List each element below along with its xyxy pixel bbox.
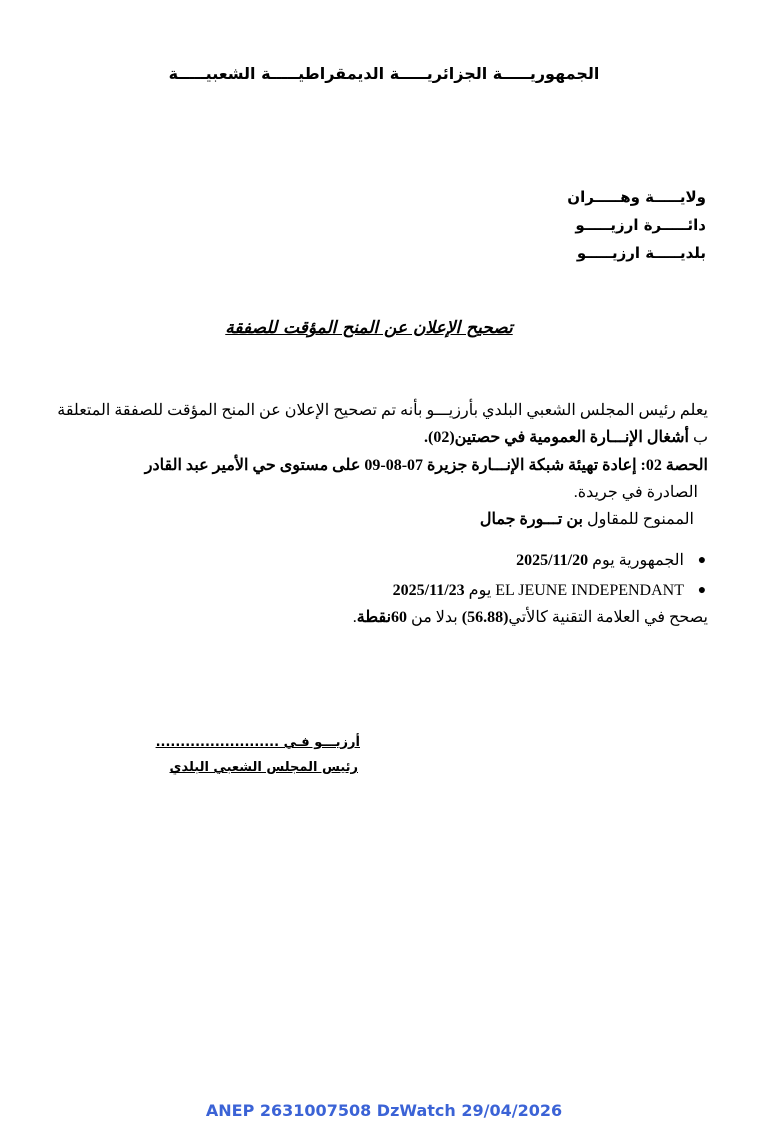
publication-item — [516, 550, 684, 570]
bullet-icon: ● — [697, 553, 707, 568]
commune-label: بلديـــــة ارزيـــــو — [576, 244, 706, 262]
footer-reference: ANEP 2631007508 DzWatch 29/04/2026 — [205, 1101, 563, 1120]
published-line: الصادرة في جريدة. — [573, 484, 698, 501]
wilaya-label: ولايـــــة وهـــــران — [567, 188, 706, 206]
republic-header: الجمهوريـــــة الجزائريـــــة الديمقراطيـــــة الشعبيـــــة — [168, 64, 600, 83]
correction-text: يصحح في العلامة التقنية كالأتي — [508, 609, 708, 626]
correction-line — [353, 607, 708, 627]
old-score: 60نقطة — [356, 609, 408, 626]
bullet-icon: ● — [697, 583, 707, 598]
awarded-line — [480, 509, 694, 529]
subject-text: أشغال الإنـــارة العمومية في حصتين(02). — [424, 429, 689, 446]
publication-item — [393, 580, 684, 600]
intro-line: يعلم رئيس المجلس الشعبي البلدي بأرزيـــو بأنه تم تصحيح الإعلان عن المنح المؤقت للصفقة المتعلقة — [57, 402, 708, 419]
publication-date: 2025/11/23 — [392, 582, 465, 599]
awarded-prefix: الممنوح للمقاول — [583, 511, 694, 528]
signature-role: رئيس المجلس الشعبي البلدي — [169, 760, 358, 775]
contractor-name: بن تـــورة جمال — [479, 511, 584, 528]
daira-label: دائـــــرة ارزيـــــو — [575, 216, 706, 234]
correction-end: . — [352, 609, 357, 626]
document-title: تصحيح الإعلان عن المنح المؤقت للصفقة — [225, 318, 513, 338]
correction-connector: بدلا من — [407, 609, 462, 626]
new-score: (56.88) — [461, 609, 509, 626]
publication-name: EL JEUNE INDEPENDANT يوم — [464, 582, 684, 599]
subject-line — [424, 427, 708, 447]
subject-prefix: ب — [688, 429, 708, 446]
publication-date: 2025/11/20 — [516, 552, 589, 569]
lot-line: الحصة 02: إعادة تهيئة شبكة الإنـــارة جزيرة 07-08-09 على مستوى حي الأمير عبد القادر — [144, 457, 708, 474]
signature-place: أرزيـــو فـي ......................... — [155, 735, 360, 750]
publication-name: الجمهورية يوم — [588, 552, 684, 569]
